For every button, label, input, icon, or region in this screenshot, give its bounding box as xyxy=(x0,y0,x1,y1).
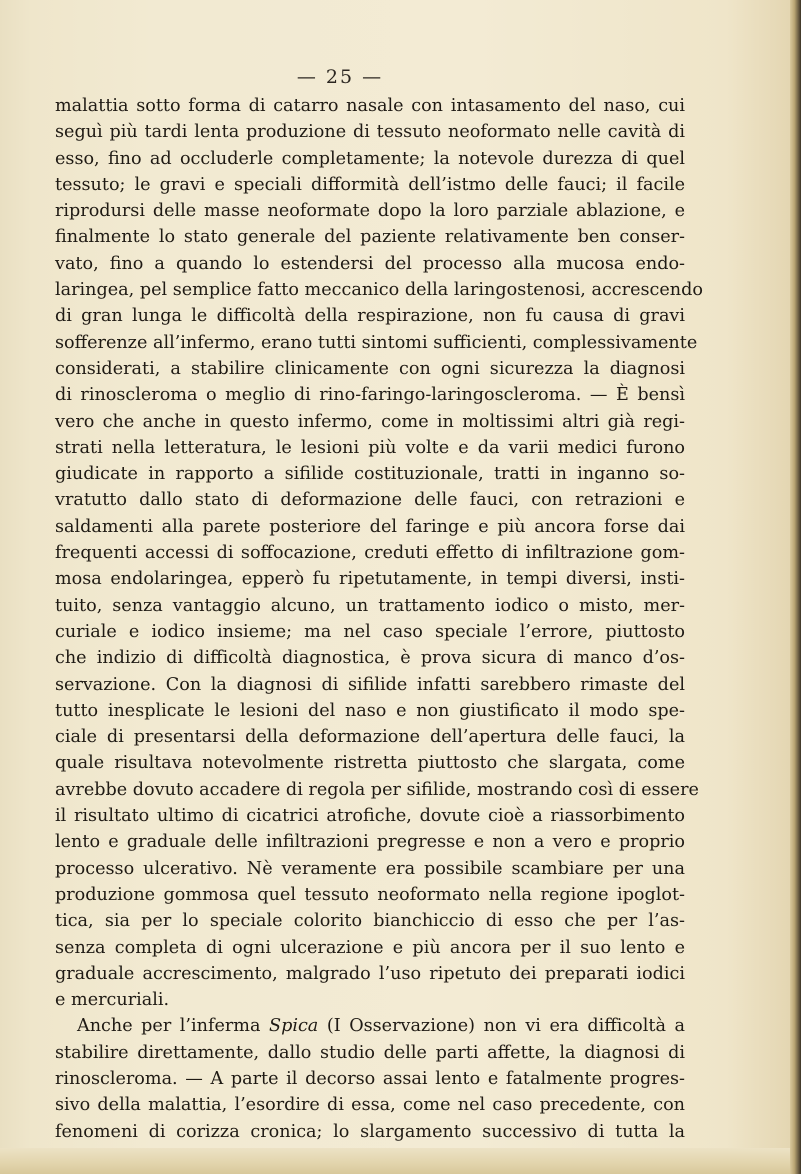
text-line: tuito, senza vantaggio alcuno, un trattamento iodico o misto, mer- xyxy=(55,595,685,616)
text-line: considerati, a stabilire clinicamente con ogni sicurezza la diagnosi xyxy=(55,358,685,379)
text-line: finalmente lo stato generale del paziente relativamente ben conser- xyxy=(55,227,685,248)
text-line: Anche per l’inferma Spica (I Osservazione) non vi era difficoltà a xyxy=(77,1016,685,1037)
text-line: tutto inesplicate le lesioni del naso e non giustificato il modo spe- xyxy=(55,700,685,721)
text-line: vratutto dallo stato di deformazione delle fauci, con retrazioni e xyxy=(55,490,685,511)
text-line: che indizio di difficoltà diagnostica, è prova sicura di manco d’os- xyxy=(55,648,685,669)
text-line: lento e graduale delle infiltrazioni pregresse e non a vero e proprio xyxy=(55,832,685,853)
text-line: il risultato ultimo di cicatrici atrofiche, dovute cioè a riassorbimento xyxy=(55,806,685,827)
text-line: fenomeni di corizza cronica; lo slargamento successivo di tutta la xyxy=(55,1121,685,1142)
text-line: sofferenze all’infermo, erano tutti sintomi sufficienti, complessivamente xyxy=(55,332,698,353)
text-line: saldamenti alla parete posteriore del faringe e più ancora forse dai xyxy=(55,516,685,537)
text-line: riprodursi delle masse neoformate dopo la loro parziale ablazione, e xyxy=(55,201,685,222)
text-line: senza completa di ogni ulcerazione e più ancora per il suo lento e xyxy=(55,937,685,958)
text-line: avrebbe dovuto accadere di regola per sifilide, mostrando così di essere xyxy=(55,779,699,800)
text-line: seguì più tardi lenta produzione di tessuto neoformato nelle cavità di xyxy=(55,122,685,143)
text-line: malattia sotto forma di catarro nasale con intasamento del naso, cui xyxy=(55,96,685,116)
text-line: rinoscleroma. — A parte il decorso assai lento e fatalmente progres- xyxy=(55,1068,685,1089)
text-line: graduale accrescimento, malgrado l’uso ripetuto dei preparati iodici xyxy=(55,963,685,984)
text-line: servazione. Con la diagnosi di sifilide infatti sarebbero rimaste del xyxy=(55,674,685,695)
text-line: giudicate in rapporto a sifilide costituzionale, tratti in inganno so- xyxy=(55,464,685,485)
text-line: esso, fino ad occluderle completamente; la notevole durezza di quel xyxy=(55,148,685,169)
page-number: — 25 — xyxy=(296,66,384,88)
text-line: strati nella letteratura, le lesioni più volte e da varii medici furono xyxy=(55,437,685,458)
text-line: tica, sia per lo speciale colorito bianchiccio di esso che per l’as- xyxy=(55,911,685,932)
text-line: e mercuriali. xyxy=(55,990,170,1011)
text-line: frequenti accessi di soffocazione, creduti effetto di infiltrazione gom- xyxy=(55,543,685,564)
page-bottom-edge xyxy=(0,1148,790,1174)
text-line: quale risultava notevolmente ristretta piuttosto che slargata, come xyxy=(55,753,685,774)
text-line: produzione gommosa quel tessuto neoformato nella regione ipoglot- xyxy=(55,884,685,905)
text-line: di gran lunga le difficoltà della respirazione, non fu causa di gravi xyxy=(55,306,685,327)
book-binding-edge xyxy=(790,0,801,1174)
text-line: sivo della malattia, l’esordire di essa, come nel caso precedente, con xyxy=(55,1095,685,1116)
text-line: di rinoscleroma o meglio di rino-faringo-laringoscleroma. — È bensì xyxy=(55,385,685,406)
text-line: processo ulcerativo. Nè veramente era possibile scambiare per una xyxy=(55,858,685,879)
text-line: vero che anche in questo infermo, come in moltissimi altri già regi- xyxy=(55,411,685,432)
text-line: ciale di presentarsi della deformazione dell’apertura delle fauci, la xyxy=(55,727,685,748)
paragraph-1 xyxy=(55,93,703,1013)
body-text xyxy=(55,93,703,1171)
text-line: stabilire direttamente, dallo studio delle parti affette, la diagnosi di xyxy=(55,1042,685,1063)
text-line: tessuto; le gravi e speciali difformità dell’istmo delle fauci; il facile xyxy=(55,174,685,195)
text-line: mosa endolaringea, epperò fu ripetutamente, in tempi diversi, insti- xyxy=(55,569,685,590)
text-line: vato, fino a quando lo estendersi del processo alla mucosa endo- xyxy=(55,253,685,274)
text-line: curiale e iodico insieme; ma nel caso speciale l’errore, piuttosto xyxy=(55,621,685,642)
text-line: laringea, pel semplice fatto meccanico della laringostenosi, accrescendo xyxy=(55,280,703,301)
